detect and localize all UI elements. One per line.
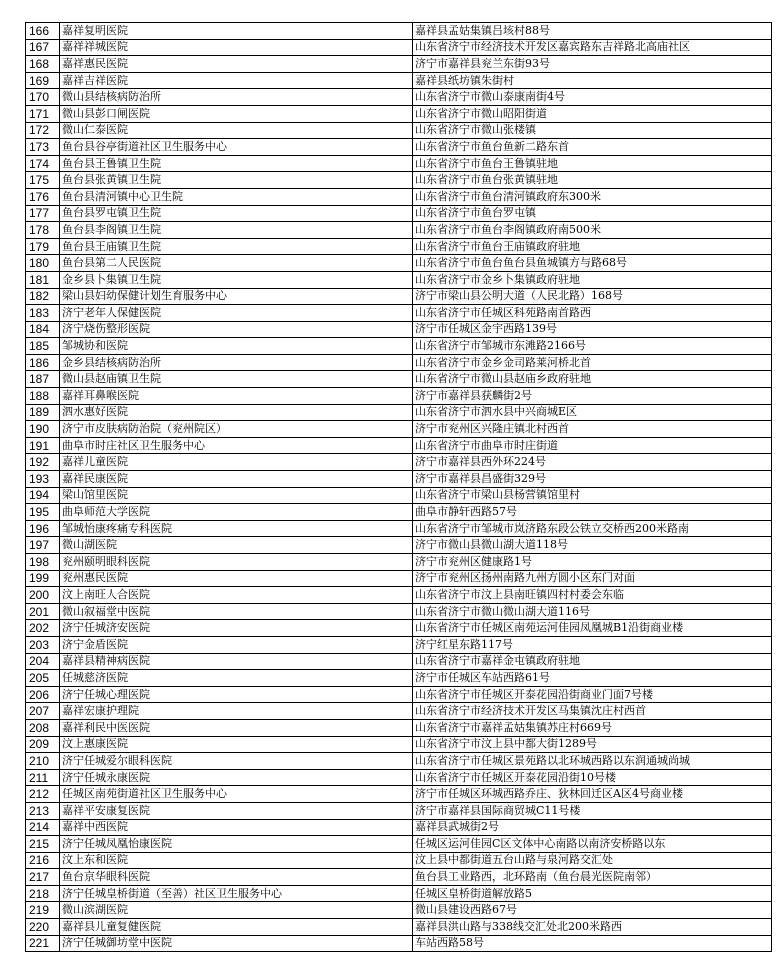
hospital-address-cell: 济宁市嘉祥县昌盛街329号 — [413, 471, 772, 488]
table-row — [26, 89, 772, 106]
hospital-name-cell: 嘉祥祥城医院 — [60, 39, 413, 56]
row-number-cell: 212 — [26, 786, 60, 803]
hospital-name-cell: 嘉祥儿童医院 — [60, 454, 413, 471]
row-number-cell: 201 — [26, 603, 60, 620]
hospital-address-cell: 山东省济宁市金乡金司路莱河桥北首 — [413, 354, 772, 371]
row-number-cell: 198 — [26, 554, 60, 571]
hospital-address-cell: 嘉祥县洪山路与338线交汇处北200米路西 — [413, 919, 772, 936]
row-number-cell: 171 — [26, 105, 60, 122]
table-row — [26, 404, 772, 421]
row-number-cell: 189 — [26, 404, 60, 421]
hospital-address-cell: 济宁市嘉祥县获麟街2号 — [413, 388, 772, 405]
table-row — [26, 719, 772, 736]
hospital-name-cell: 兖州惠民医院 — [60, 570, 413, 587]
hospital-name-cell: 济宁任城凤凰怡康医院 — [60, 836, 413, 853]
hospital-address-cell: 山东省济宁市鱼台王庙镇政府驻地 — [413, 238, 772, 255]
hospital-address-cell: 任城区皇桥街道解放路5 — [413, 885, 772, 902]
hospital-name-cell: 梁山馆里医院 — [60, 487, 413, 504]
hospital-address-cell: 山东省济宁市邹城市东滩路2166号 — [413, 338, 772, 355]
table-row — [26, 603, 772, 620]
table-row — [26, 587, 772, 604]
hospital-address-cell: 山东省济宁市经济技术开发区嘉宾路东吉祥路北高庙社区 — [413, 39, 772, 56]
table-row — [26, 354, 772, 371]
row-number-cell: 166 — [26, 23, 60, 40]
row-number-cell: 175 — [26, 172, 60, 189]
table-row — [26, 105, 772, 122]
hospital-name-cell: 鱼台京华眼科医院 — [60, 869, 413, 886]
table-row — [26, 454, 772, 471]
row-number-cell: 205 — [26, 670, 60, 687]
table-row — [26, 520, 772, 537]
table-row — [26, 753, 772, 770]
table-row — [26, 39, 772, 56]
hospital-name-cell: 嘉祥耳鼻喉医院 — [60, 388, 413, 405]
table-row — [26, 736, 772, 753]
hospital-name-cell: 任城慈济医院 — [60, 670, 413, 687]
row-number-cell: 194 — [26, 487, 60, 504]
hospital-address-cell: 山东省济宁市微山微山湖大道116号 — [413, 603, 772, 620]
hospital-address-cell: 曲阜市静轩西路57号 — [413, 504, 772, 521]
hospital-name-cell: 任城区南苑街道社区卫生服务中心 — [60, 786, 413, 803]
hospital-address-cell: 嘉祥县武城街2号 — [413, 819, 772, 836]
hospital-name-cell: 鱼台县罗屯镇卫生院 — [60, 205, 413, 222]
hospital-name-cell: 嘉祥宏康护理院 — [60, 703, 413, 720]
hospital-name-cell: 鱼台县王鲁镇卫生院 — [60, 155, 413, 172]
hospital-address-cell: 山东省济宁市任城区科苑路南首路西 — [413, 305, 772, 322]
row-number-cell: 193 — [26, 471, 60, 488]
table-row — [26, 56, 772, 73]
hospital-address-cell: 济宁市兖州区扬州南路九州方圆小区东门对面 — [413, 570, 772, 587]
hospital-name-cell: 邹城怡康疼痛专科医院 — [60, 520, 413, 537]
hospital-address-cell: 山东省济宁市邹城市岚济路东段公铁立交桥西200米路南 — [413, 520, 772, 537]
table-row — [26, 620, 772, 637]
hospital-name-cell: 济宁任城永康医院 — [60, 769, 413, 786]
hospital-name-cell: 济宁任城济安医院 — [60, 620, 413, 637]
table-row — [26, 238, 772, 255]
row-number-cell: 184 — [26, 321, 60, 338]
hospital-name-cell: 微山县赵庙镇卫生院 — [60, 371, 413, 388]
table-row — [26, 222, 772, 239]
row-number-cell: 196 — [26, 520, 60, 537]
table-row — [26, 155, 772, 172]
row-number-cell: 207 — [26, 703, 60, 720]
row-number-cell: 186 — [26, 354, 60, 371]
row-number-cell: 187 — [26, 371, 60, 388]
row-number-cell: 174 — [26, 155, 60, 172]
hospital-name-cell: 汶上惠康医院 — [60, 736, 413, 753]
hospital-address-cell: 山东省济宁市经济技术开发区马集镇沈庄村西首 — [413, 703, 772, 720]
row-number-cell: 172 — [26, 122, 60, 139]
hospital-name-cell: 鱼台县张黄镇卫生院 — [60, 172, 413, 189]
table-row — [26, 852, 772, 869]
hospital-table — [25, 22, 772, 952]
hospital-address-cell: 山东省济宁市微山县赵庙乡政府驻地 — [413, 371, 772, 388]
row-number-cell: 191 — [26, 437, 60, 454]
hospital-name-cell: 鱼台县第二人民医院 — [60, 255, 413, 272]
table-row — [26, 537, 772, 554]
hospital-name-cell: 微山叙福堂中医院 — [60, 603, 413, 620]
row-number-cell: 190 — [26, 421, 60, 438]
hospital-name-cell: 嘉祥复明医院 — [60, 23, 413, 40]
table-row — [26, 786, 772, 803]
hospital-address-cell: 山东省济宁市微山昭阳街道 — [413, 105, 772, 122]
table-row — [26, 122, 772, 139]
hospital-name-cell: 鱼台县清河镇中心卫生院 — [60, 188, 413, 205]
hospital-address-cell: 济宁市任城区金宇西路139号 — [413, 321, 772, 338]
table-row — [26, 421, 772, 438]
hospital-address-cell: 嘉祥县纸坊镇朱街村 — [413, 72, 772, 89]
table-row — [26, 686, 772, 703]
hospital-name-cell: 兖州颐明眼科医院 — [60, 554, 413, 571]
table-row — [26, 670, 772, 687]
row-number-cell: 218 — [26, 885, 60, 902]
row-number-cell: 209 — [26, 736, 60, 753]
hospital-name-cell: 梁山县妇幼保健计划生育服务中心 — [60, 288, 413, 305]
hospital-address-cell: 山东省济宁市鱼台鱼台县鱼城镇方与路68号 — [413, 255, 772, 272]
hospital-name-cell: 济宁金盾医院 — [60, 636, 413, 653]
table-row — [26, 139, 772, 156]
row-number-cell: 195 — [26, 504, 60, 521]
table-row — [26, 172, 772, 189]
table-row — [26, 902, 772, 919]
hospital-address-cell: 山东省济宁市微山张楼镇 — [413, 122, 772, 139]
hospital-name-cell: 泗水惠好医院 — [60, 404, 413, 421]
hospital-name-cell: 鱼台县李阁镇卫生院 — [60, 222, 413, 239]
row-number-cell: 185 — [26, 338, 60, 355]
hospital-address-cell: 嘉祥县孟姑集镇吕垓村88号 — [413, 23, 772, 40]
hospital-address-cell: 山东省济宁市嘉祥金屯镇政府驻地 — [413, 653, 772, 670]
hospital-address-cell: 济宁市嘉祥县兖兰东街93号 — [413, 56, 772, 73]
hospital-name-cell: 嘉祥吉祥医院 — [60, 72, 413, 89]
row-number-cell: 200 — [26, 587, 60, 604]
row-number-cell: 214 — [26, 819, 60, 836]
hospital-address-cell: 济宁市任城区车站西路61号 — [413, 670, 772, 687]
hospital-address-cell: 山东省济宁市汶上县中都大街1289号 — [413, 736, 772, 753]
hospital-name-cell: 鱼台县王庙镇卫生院 — [60, 238, 413, 255]
table-row — [26, 885, 772, 902]
hospital-address-cell: 山东省济宁市泗水县中兴商城E区 — [413, 404, 772, 421]
hospital-address-cell: 山东省济宁市微山泰康南街4号 — [413, 89, 772, 106]
table-row — [26, 802, 772, 819]
hospital-address-cell: 济宁红星东路117号 — [413, 636, 772, 653]
row-number-cell: 167 — [26, 39, 60, 56]
hospital-name-cell: 嘉祥利民中医医院 — [60, 719, 413, 736]
row-number-cell: 183 — [26, 305, 60, 322]
table-row — [26, 305, 772, 322]
hospital-address-cell: 山东省济宁市鱼台李阁镇政府南500米 — [413, 222, 772, 239]
hospital-address-cell: 微山县建设西路67号 — [413, 902, 772, 919]
hospital-name-cell: 曲阜师范大学医院 — [60, 504, 413, 521]
row-number-cell: 173 — [26, 139, 60, 156]
table-row — [26, 769, 772, 786]
hospital-address-cell: 山东省济宁市金乡卜集镇政府驻地 — [413, 271, 772, 288]
hospital-name-cell: 嘉祥中西医院 — [60, 819, 413, 836]
row-number-cell: 197 — [26, 537, 60, 554]
table-row — [26, 836, 772, 853]
row-number-cell: 179 — [26, 238, 60, 255]
hospital-table-body — [26, 23, 772, 952]
hospital-name-cell: 鱼台县谷亭街道社区卫生服务中心 — [60, 139, 413, 156]
row-number-cell: 221 — [26, 935, 60, 952]
table-row — [26, 371, 772, 388]
row-number-cell: 211 — [26, 769, 60, 786]
table-row — [26, 23, 772, 40]
hospital-name-cell: 嘉祥县儿童复健医院 — [60, 919, 413, 936]
hospital-address-cell: 济宁市嘉祥县国际商贸城C11号楼 — [413, 802, 772, 819]
hospital-name-cell: 微山滨湖医院 — [60, 902, 413, 919]
row-number-cell: 178 — [26, 222, 60, 239]
table-row — [26, 271, 772, 288]
row-number-cell: 188 — [26, 388, 60, 405]
table-row — [26, 487, 772, 504]
row-number-cell: 199 — [26, 570, 60, 587]
hospital-address-cell: 山东省济宁市鱼台王鲁镇驻地 — [413, 155, 772, 172]
hospital-name-cell: 微山仁泰医院 — [60, 122, 413, 139]
row-number-cell: 206 — [26, 686, 60, 703]
row-number-cell: 182 — [26, 288, 60, 305]
table-row — [26, 72, 772, 89]
hospital-address-cell: 山东省济宁市鱼台鱼新二路东首 — [413, 139, 772, 156]
row-number-cell: 213 — [26, 802, 60, 819]
hospital-name-cell: 曲阜市时庄社区卫生服务中心 — [60, 437, 413, 454]
table-row — [26, 935, 772, 952]
hospital-name-cell: 金乡县卜集镇卫生院 — [60, 271, 413, 288]
hospital-address-cell: 山东省济宁市任城区景苑路以北环城西路以东润通城尚城 — [413, 753, 772, 770]
table-row — [26, 321, 772, 338]
table-row — [26, 437, 772, 454]
table-row — [26, 919, 772, 936]
hospital-address-cell: 济宁市任城区环城西路乔庄、狄林回迁区A区4号商业楼 — [413, 786, 772, 803]
hospital-address-cell: 汶上县中都街道五台山路与泉河路交汇处 — [413, 852, 772, 869]
hospital-address-cell: 山东省济宁市汶上县南旺镇四村村委会东临 — [413, 587, 772, 604]
hospital-name-cell: 济宁老年人保健医院 — [60, 305, 413, 322]
row-number-cell: 215 — [26, 836, 60, 853]
row-number-cell: 170 — [26, 89, 60, 106]
hospital-name-cell: 济宁任城皇桥街道（至善）社区卫生服务中心 — [60, 885, 413, 902]
hospital-address-cell: 济宁市微山县微山湖大道118号 — [413, 537, 772, 554]
hospital-address-cell: 山东省济宁市任城区开泰花园沿街商业门面7号楼 — [413, 686, 772, 703]
hospital-address-cell: 山东省济宁市任城区南苑运河佳园凤凰城B1沿街商业楼 — [413, 620, 772, 637]
row-number-cell: 204 — [26, 653, 60, 670]
hospital-name-cell: 嘉祥惠民医院 — [60, 56, 413, 73]
table-row — [26, 504, 772, 521]
table-row — [26, 255, 772, 272]
table-row — [26, 570, 772, 587]
hospital-name-cell: 嘉祥民康医院 — [60, 471, 413, 488]
hospital-address-cell: 济宁市兖州区健康路1号 — [413, 554, 772, 571]
hospital-address-cell: 济宁市梁山县公明大道（人民北路）168号 — [413, 288, 772, 305]
row-number-cell: 219 — [26, 902, 60, 919]
hospital-name-cell: 微山县结核病防治所 — [60, 89, 413, 106]
row-number-cell: 210 — [26, 753, 60, 770]
hospital-name-cell: 微山县彭口闸医院 — [60, 105, 413, 122]
hospital-name-cell: 邹城协和医院 — [60, 338, 413, 355]
table-row — [26, 869, 772, 886]
row-number-cell: 169 — [26, 72, 60, 89]
row-number-cell: 177 — [26, 205, 60, 222]
table-row — [26, 288, 772, 305]
hospital-name-cell: 汶上南旺人合医院 — [60, 587, 413, 604]
hospital-address-cell: 鱼台县工业路西，北环路南（鱼台晨光医院南邻） — [413, 869, 772, 886]
hospital-name-cell: 嘉祥平安康复医院 — [60, 802, 413, 819]
row-number-cell: 180 — [26, 255, 60, 272]
table-row — [26, 205, 772, 222]
hospital-address-cell: 山东省济宁市任城区开泰花园沿街10号楼 — [413, 769, 772, 786]
hospital-name-cell: 济宁任城御坊堂中医院 — [60, 935, 413, 952]
hospital-address-cell: 山东省济宁市曲阜市时庄街道 — [413, 437, 772, 454]
hospital-address-cell: 任城区运河佳园C区文体中心南路以南济安桥路以东 — [413, 836, 772, 853]
hospital-address-cell: 车站西路58号 — [413, 935, 772, 952]
row-number-cell: 176 — [26, 188, 60, 205]
hospital-name-cell: 金乡县结核病防治所 — [60, 354, 413, 371]
row-number-cell: 181 — [26, 271, 60, 288]
table-row — [26, 653, 772, 670]
hospital-address-cell: 山东省济宁市鱼台清河镇政府东300米 — [413, 188, 772, 205]
row-number-cell: 217 — [26, 869, 60, 886]
hospital-address-cell: 山东省济宁市梁山县杨营镇馆里村 — [413, 487, 772, 504]
hospital-address-cell: 济宁市嘉祥县西外环224号 — [413, 454, 772, 471]
table-row — [26, 188, 772, 205]
hospital-address-cell: 山东省济宁市鱼台张黄镇驻地 — [413, 172, 772, 189]
table-row — [26, 819, 772, 836]
hospital-name-cell: 济宁任城心理医院 — [60, 686, 413, 703]
row-number-cell: 208 — [26, 719, 60, 736]
table-row — [26, 338, 772, 355]
hospital-address-cell: 山东省济宁市嘉祥孟姑集镇苏庄村669号 — [413, 719, 772, 736]
hospital-name-cell: 汶上东和医院 — [60, 852, 413, 869]
hospital-name-cell: 济宁烧伤整形医院 — [60, 321, 413, 338]
row-number-cell: 203 — [26, 636, 60, 653]
hospital-address-cell: 济宁市兖州区兴隆庄镇北村西首 — [413, 421, 772, 438]
table-row — [26, 554, 772, 571]
row-number-cell: 168 — [26, 56, 60, 73]
hospital-name-cell: 嘉祥县精神病医院 — [60, 653, 413, 670]
row-number-cell: 220 — [26, 919, 60, 936]
table-row — [26, 703, 772, 720]
table-row — [26, 471, 772, 488]
hospital-name-cell: 微山湖医院 — [60, 537, 413, 554]
table-row — [26, 388, 772, 405]
row-number-cell: 216 — [26, 852, 60, 869]
row-number-cell: 202 — [26, 620, 60, 637]
hospital-name-cell: 济宁任城爱尔眼科医院 — [60, 753, 413, 770]
row-number-cell: 192 — [26, 454, 60, 471]
hospital-name-cell: 济宁市皮肤病防治院（兖州院区） — [60, 421, 413, 438]
table-row — [26, 636, 772, 653]
hospital-address-cell: 山东省济宁市鱼台罗屯镇 — [413, 205, 772, 222]
